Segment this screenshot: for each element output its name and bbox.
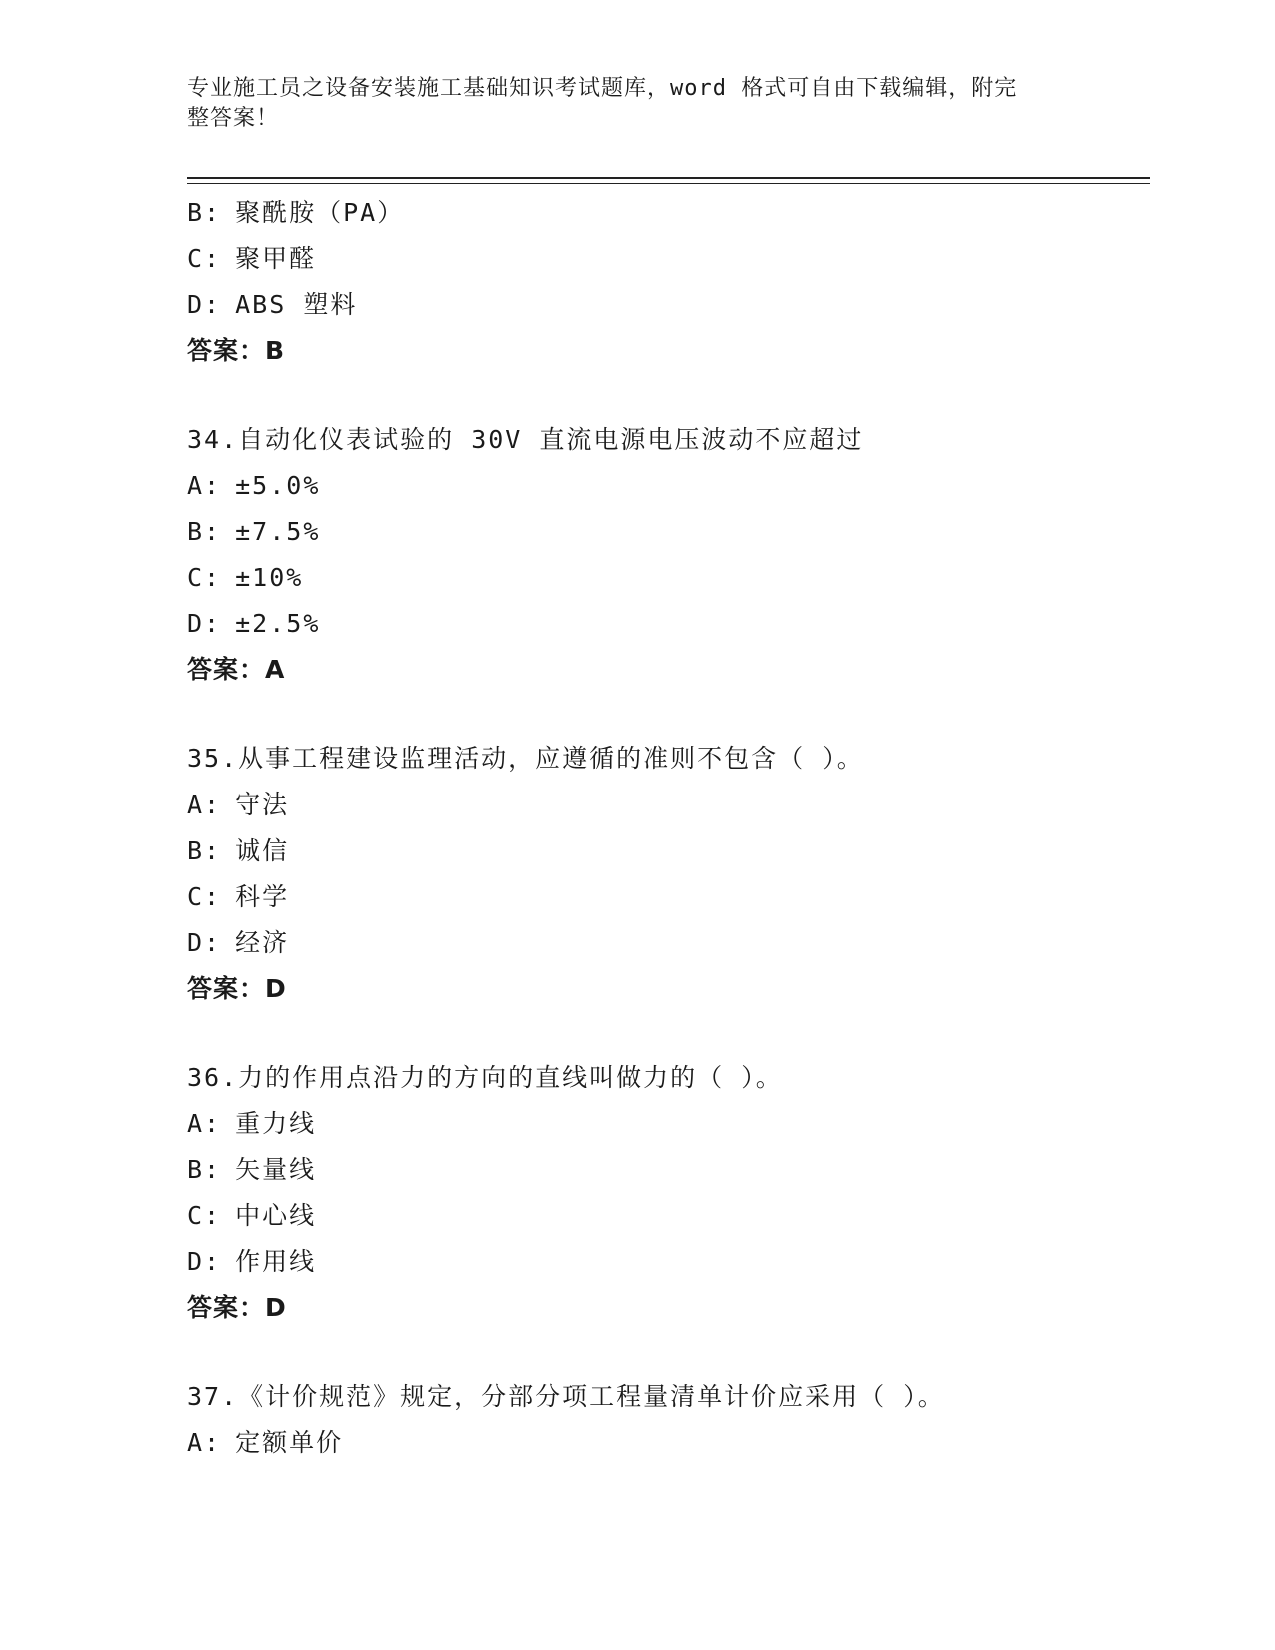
option-letter: B: <box>187 1155 222 1184</box>
option-text: 守法 <box>235 790 290 819</box>
option-b <box>187 190 1150 236</box>
option-a <box>187 1101 1150 1147</box>
answer-line: 答案：A <box>187 655 286 684</box>
option-letter: C: <box>187 563 222 592</box>
option-c <box>187 555 1150 601</box>
spacer <box>187 374 1150 417</box>
question-stem: 36.力的作用点沿力的方向的直线叫做力的（ ）。 <box>187 1063 783 1092</box>
option-c <box>187 874 1150 920</box>
option-letter: B: <box>187 198 222 227</box>
question-stem: 35.从事工程建设监理活动，应遵循的准则不包含（ ）。 <box>187 744 864 773</box>
header-divider-thick <box>187 177 1150 179</box>
option-letter: A: <box>187 790 222 819</box>
option-letter: A: <box>187 471 222 500</box>
spacer <box>187 1331 1150 1374</box>
question-stem: 34.自动化仪表试验的 30V 直流电源电压波动不应超过 <box>187 425 864 454</box>
option-text: ±2.5% <box>235 609 321 638</box>
option-letter: C: <box>187 244 222 273</box>
option-text: ±5.0% <box>235 471 321 500</box>
option-letter: D: <box>187 609 222 638</box>
option-letter: D: <box>187 1247 222 1276</box>
answer-line: 答案：D <box>187 974 287 1003</box>
option-d <box>187 1239 1150 1285</box>
option-text: ±10% <box>235 563 304 592</box>
question-36 <box>187 1055 1150 1331</box>
option-b <box>187 1147 1150 1193</box>
option-text: 聚酰胺（PA） <box>235 198 405 227</box>
header-divider-thin <box>187 183 1150 184</box>
option-d <box>187 282 1150 328</box>
option-text: ±7.5% <box>235 517 321 546</box>
option-b <box>187 828 1150 874</box>
question-34 <box>187 417 1150 693</box>
option-a <box>187 782 1150 828</box>
option-text: 科学 <box>235 882 290 911</box>
answer-line: 答案：B <box>187 336 286 365</box>
header-line-1: 专业施工员之设备安装施工基础知识考试题库，word 格式可自由下载编辑，附完 <box>187 76 1018 101</box>
option-letter: C: <box>187 882 222 911</box>
option-a <box>187 463 1150 509</box>
option-text: 中心线 <box>235 1201 317 1230</box>
question-stem: 37.《计价规范》规定，分部分项工程量清单计价应采用（ ）。 <box>187 1382 945 1411</box>
question-33-remainder <box>187 190 1150 374</box>
option-letter: D: <box>187 290 222 319</box>
option-letter: B: <box>187 517 222 546</box>
option-b <box>187 509 1150 555</box>
option-text: 作用线 <box>235 1247 317 1276</box>
option-letter: A: <box>187 1109 222 1138</box>
header-line-2: 整答案！ <box>187 106 280 131</box>
option-d <box>187 920 1150 966</box>
spacer <box>187 1012 1150 1055</box>
option-text: 矢量线 <box>235 1155 317 1184</box>
question-37 <box>187 1374 1150 1466</box>
option-letter: D: <box>187 928 222 957</box>
answer-line: 答案：D <box>187 1293 287 1322</box>
question-list <box>187 190 1150 1466</box>
page-header <box>187 74 1067 134</box>
option-d <box>187 601 1150 647</box>
option-letter: B: <box>187 836 222 865</box>
option-text: 定额单价 <box>235 1428 344 1457</box>
question-35 <box>187 736 1150 1012</box>
option-letter: A: <box>187 1428 222 1457</box>
option-text: 经济 <box>235 928 290 957</box>
option-a <box>187 1420 1150 1466</box>
option-text: ABS 塑料 <box>235 290 358 319</box>
option-c <box>187 1193 1150 1239</box>
option-text: 聚甲醛 <box>235 244 317 273</box>
option-c <box>187 236 1150 282</box>
option-text: 重力线 <box>235 1109 317 1138</box>
spacer <box>187 693 1150 736</box>
option-text: 诚信 <box>235 836 290 865</box>
option-letter: C: <box>187 1201 222 1230</box>
